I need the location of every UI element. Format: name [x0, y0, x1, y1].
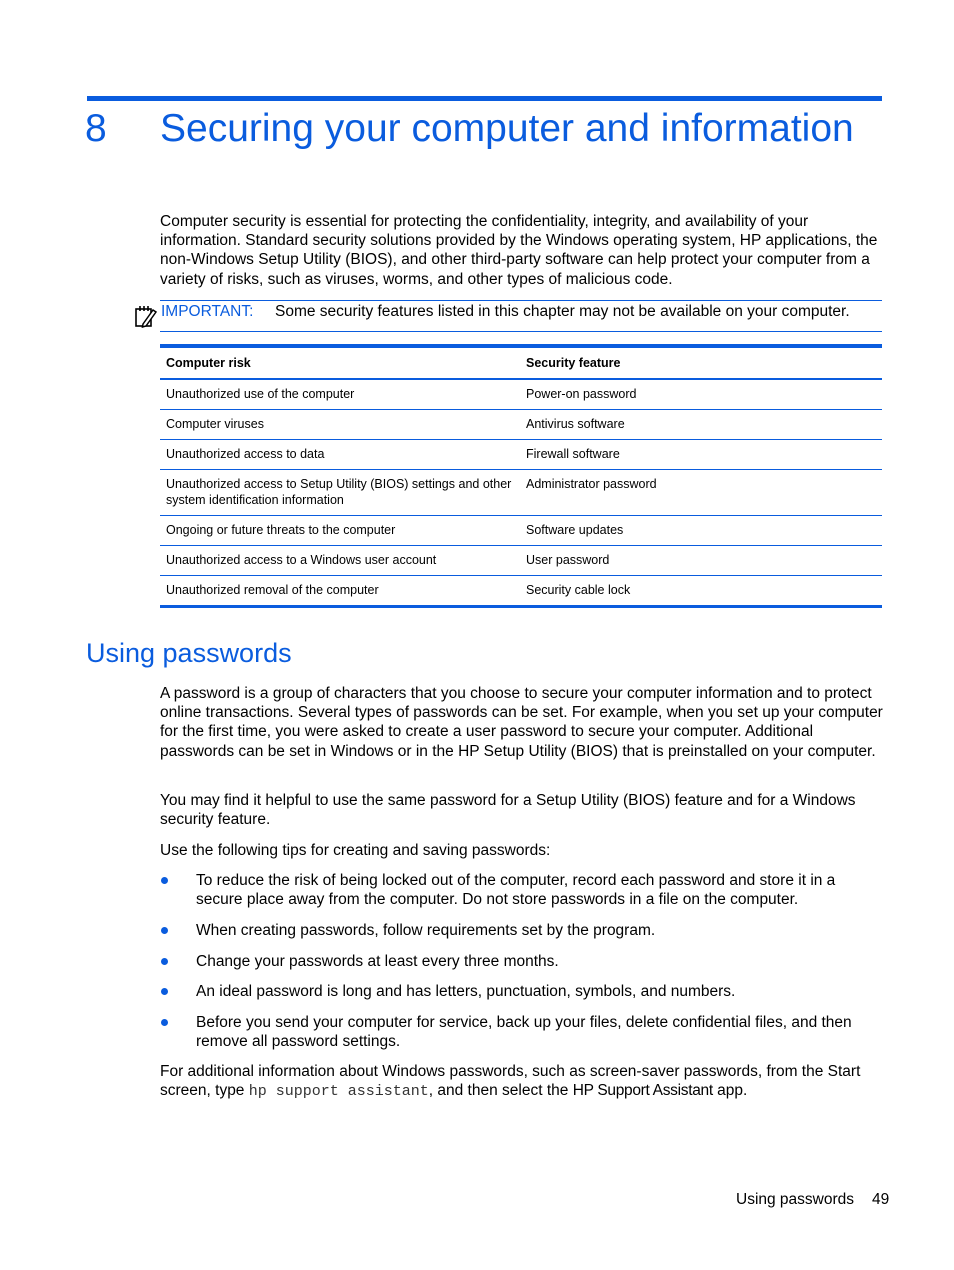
passwords-paragraph-3: Use the following tips for creating and saving passwords:	[160, 842, 551, 859]
table-row	[160, 576, 882, 607]
table-row	[160, 546, 882, 576]
footer-section: Using passwords	[736, 1191, 855, 1208]
table-row	[160, 379, 882, 410]
risk-cell: Unauthorized removal of the computer	[166, 583, 379, 597]
passwords-paragraph-4	[160, 1062, 885, 1101]
bullet-dot-icon	[161, 927, 168, 934]
feature-cell: Firewall software	[520, 440, 882, 470]
list-item-text: Before you send your computer for service, back up your files, delete confidential files, and then remove all password settings.	[196, 1014, 852, 1051]
list-item-text: An ideal password is long and has letters, punctuation, symbols, and numbers.	[196, 983, 736, 1001]
p4-end: app.	[712, 1082, 748, 1100]
list-item	[160, 871, 885, 909]
command-text: hp support assistant	[248, 1083, 429, 1101]
feature-cell: User password	[520, 546, 882, 576]
risk-cell: Computer viruses	[160, 410, 520, 440]
table-row	[160, 516, 882, 546]
passwords-paragraph-2: You may find it helpful to use the same password for a Setup Utility (BIOS) feature and for a Windows security feature.	[160, 792, 856, 829]
passwords-paragraph-1: A password is a group of characters that you choose to secure your computer information and to protect online transactions. Several types of passwords can be set. For example, when you set up your computer for the first time, you were asked to create a user password to secure your computer. Additional passwords can be set in Windows or in the HP Setup Utility (BIOS) that is preinstalled on your computer.	[160, 685, 883, 760]
note-label: IMPORTANT:	[161, 303, 254, 320]
risk-cell: Unauthorized access to data	[160, 440, 520, 470]
list-item	[160, 1013, 885, 1051]
bullet-dot-icon	[161, 988, 168, 995]
section-title: Using passwords	[86, 638, 292, 668]
feature-cell: Administrator password	[520, 470, 882, 516]
note-text: Some security features listed in this chapter may not be available on your computer.	[275, 303, 850, 320]
header-computer-risk: Computer risk	[160, 346, 520, 379]
list-item	[160, 982, 885, 1001]
table-header-row	[160, 346, 882, 379]
feature-cell: Antivirus software	[520, 410, 882, 440]
list-item	[160, 952, 885, 971]
table-row	[160, 470, 882, 516]
bullet-dot-icon	[161, 877, 168, 884]
p4-start: For additional information about Windows passwords, such as screen-saver passwords, from the Start screen, type	[160, 1063, 861, 1100]
important-note-icon	[134, 304, 158, 328]
risk-cell: Unauthorized access to Setup Utility (BIOS) settings and other system identification information	[160, 470, 520, 516]
password-tips-list	[160, 871, 885, 1063]
app-name: HP Support Assistant	[572, 1082, 713, 1100]
risk-cell: Unauthorized use of the computer	[160, 379, 520, 410]
chapter-number: 8	[85, 107, 107, 150]
list-item-text: To reduce the risk of being locked out of the computer, record each password and store it in a secure place away from the computer. Do not store passwords in a file on the computer.	[196, 872, 836, 909]
feature-cell: Software updates	[520, 516, 882, 546]
list-item	[160, 921, 885, 940]
intro-paragraph: Computer security is essential for protecting the confidentiality, integrity, and availability of your information. Standard security solutions provided by the Windows operating system, HP applications, the non-Windows Setup Utility (BIOS), and other third-party software can help protect your computer from a variety of risks, such as viruses, worms, and other types of malicious code.	[160, 213, 878, 288]
bullet-dot-icon	[161, 958, 168, 965]
header-security-feature: Security feature	[520, 346, 882, 379]
p4-mid: , and then select the	[428, 1082, 573, 1100]
important-note	[160, 300, 882, 332]
page-footer	[736, 1191, 889, 1209]
page-number: 49	[872, 1191, 890, 1208]
risk-cell: Unauthorized access to a Windows user account	[160, 546, 520, 576]
chapter-rule	[87, 96, 882, 101]
table-row	[160, 410, 882, 440]
feature-cell: Power-on password	[520, 379, 882, 410]
chapter-title: Securing your computer and information	[160, 107, 854, 150]
list-item-text: When creating passwords, follow requirements set by the program.	[196, 921, 656, 939]
bullet-dot-icon	[161, 1019, 168, 1026]
table-row	[160, 440, 882, 470]
list-item-text: Change your passwords at least every three months.	[196, 952, 559, 970]
risk-cell: Ongoing or future threats to the computer	[160, 516, 520, 546]
feature-cell: Security cable lock	[526, 583, 631, 597]
security-risk-table	[160, 344, 882, 608]
